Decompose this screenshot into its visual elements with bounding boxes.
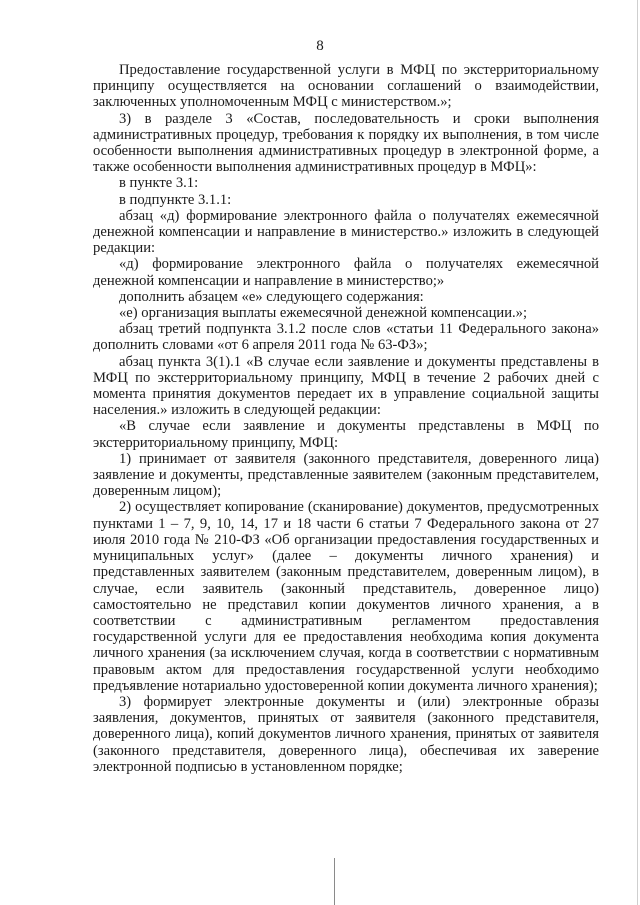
paragraph: абзац «д) формирование электронного файла о получателях ежемесячной денежной компенсации и направление в министерство.» изложить в следующей редакции: [93, 207, 599, 257]
paragraph: 2) осуществляет копирование (сканирование) документов, предусмотренных пунктами 1 – 7, 9, 10, 14, 17 и 18 части 6 статьи 7 Федерального закона от 27 июля 2010 года № 210-ФЗ «Об организации предоставления государственных и муниципальных услуг» (далее – документы личного хранения) и представленных заявителем (законным представителем, доверенным лицом), в случае, если заявитель (законный представитель, доверенное лицо) самостоятельно не представил копии документов личного хранения, а в соответствии с административным регламентом предоставления государственной услуги для ее предоставления необходима копия документа личного хранения (за исключением случая, когда в соответствии с нормативным правовым актом для предоставления государственной услуги необходимо предъявление нотариально удостоверенной копии документа личного хранения); [93, 499, 599, 694]
paragraph: абзац третий подпункта 3.1.2 после слов «статьи 11 Федерального закона» дополнить словами «от 6 апреля 2011 года № 63-ФЗ»; [93, 321, 599, 354]
paragraph: «В случае если заявление и документы представлены в МФЦ по экстерриториальному принципу, МФЦ: [93, 418, 599, 451]
paragraph: в пункте 3.1: [119, 175, 199, 192]
paragraph: 3) в разделе 3 «Состав, последовательность и сроки выполнения административных процедур, требования к порядку их выполнения, в том числе особенности выполнения административных процедур в электронной форме, а также особенности выполнения административных процедур в МФЦ»: [93, 110, 599, 176]
scan-edge-line [637, 0, 638, 905]
paragraph: 1) принимает от заявителя (законного представителя, доверенного лица) заявление и документы, представленные заявителем (законным представителем, доверенным лицом); [93, 450, 599, 500]
paragraph: в подпункте 3.1.1: [119, 191, 232, 208]
paragraph: абзац пункта 3(1).1 «В случае если заявление и документы представлены в МФЦ по экстерриториальному принципу, МФЦ в течение 2 рабочих дней с момента принятия документов передает их в управление социальной защиты населения.» изложить в следующей редакции: [93, 353, 599, 419]
document-body [93, 62, 599, 775]
paragraph: «е) организация выплаты ежемесячной денежной компенсации.»; [119, 305, 528, 322]
scan-artifact-mark [334, 858, 335, 905]
page-number: 8 [316, 38, 324, 54]
paragraph: Предоставление государственной услуги в МФЦ по экстерриториальному принципу осуществляется на основании соглашений о взаимодействии, заключенных уполномоченным МФЦ с министерством.»; [93, 62, 599, 111]
paragraph: «д) формирование электронного файла о получателях ежемесячной денежной компенсации и направление в министерство;» [93, 256, 599, 289]
paragraph: дополнить абзацем «е» следующего содержания: [119, 288, 424, 305]
paragraph: 3) формирует электронные документы и (или) электронные образы заявления, документов, принятых от заявителя (законного представителя, доверенного лица), копий документов личного хранения, принятых от заявителя (законного представителя, доверенного лица), обеспечивая их заверение электронной подписью в установленном порядке; [93, 693, 599, 775]
